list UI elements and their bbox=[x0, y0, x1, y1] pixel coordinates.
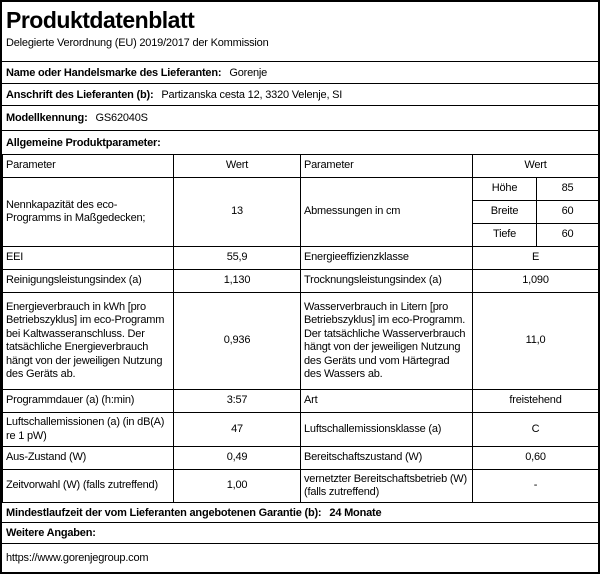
noise-class-param-cell: Luftschallemissionsklasse (a) bbox=[301, 413, 473, 447]
energy-class-param-cell: Energieeffizienzklasse bbox=[301, 247, 473, 270]
supplier-name-value: Gorenje bbox=[229, 66, 268, 79]
more-info-label: Weitere Angaben: bbox=[6, 527, 96, 539]
supplier-name-row bbox=[2, 62, 598, 84]
dimension-height-label: Höhe bbox=[473, 178, 537, 201]
website-link[interactable]: https://www.gorenjegroup.com bbox=[6, 551, 149, 564]
dimension-height-value: 85 bbox=[537, 178, 599, 201]
warranty-row bbox=[2, 503, 598, 523]
header-wert-right: Wert bbox=[473, 155, 599, 178]
website-row bbox=[2, 544, 598, 571]
table-row-off-mode bbox=[3, 447, 599, 470]
regulation-subtitle: Delegierte Verordnung (EU) 2019/2017 der Kommission bbox=[6, 37, 269, 49]
dimension-width-label: Breite bbox=[473, 201, 537, 224]
noise-emissions-param-cell: Luftschallemissionen (a) (in dB(A) re 1 pW) bbox=[3, 413, 174, 447]
table-row-eei bbox=[3, 247, 599, 270]
eei-value-cell: 55,9 bbox=[174, 247, 301, 270]
networked-standby-value-cell: - bbox=[473, 470, 599, 503]
programme-duration-value-cell: 3:57 bbox=[174, 390, 301, 413]
table-row-noise bbox=[3, 413, 599, 447]
dimension-width-value: 60 bbox=[537, 201, 599, 224]
water-consumption-value-cell: 11,0 bbox=[473, 293, 599, 390]
energy-class-value-cell: E bbox=[473, 247, 599, 270]
general-parameters-heading: Allgemeine Produktparameter: bbox=[6, 136, 161, 149]
cleaning-index-param-cell: Reinigungsleistungsindex (a) bbox=[3, 270, 174, 293]
drying-index-value-cell: 1,090 bbox=[473, 270, 599, 293]
programme-duration-param-cell: Programmdauer (a) (h:min) bbox=[3, 390, 174, 413]
noise-emissions-value-cell: 47 bbox=[174, 413, 301, 447]
model-id-row bbox=[2, 106, 598, 131]
table-row-consumption bbox=[3, 293, 599, 390]
general-parameters-heading-row bbox=[2, 131, 598, 154]
title-block bbox=[2, 2, 598, 62]
capacity-value-cell: 13 bbox=[174, 178, 301, 247]
dimensions-param-cell: Abmessungen in cm bbox=[301, 178, 473, 247]
model-id-label: Modellkennung: bbox=[6, 112, 88, 124]
networked-standby-param-cell: vernetzter Bereitschaftsbetrieb (W) (falls zutreffend) bbox=[301, 470, 473, 503]
table-header-row bbox=[3, 155, 599, 178]
model-id-value: GS62040S bbox=[95, 112, 148, 124]
supplier-address-row bbox=[2, 84, 598, 106]
supplier-address-label: Anschrift des Lieferanten (b): bbox=[6, 88, 154, 101]
header-parameter-left: Parameter bbox=[3, 155, 174, 178]
water-consumption-param-cell: Wasserverbrauch in Litern [pro Betriebszyklus] im eco-Programm. Der tatsächliche Wasserverbrauch hängt von der jeweiligen Nutzung des Geräts und vom Härtegrad des Wassers ab. bbox=[301, 293, 473, 390]
table-row-delay-start bbox=[3, 470, 599, 503]
supplier-address-value: Partizanska cesta 12, 3320 Velenje, SI bbox=[161, 88, 343, 101]
delay-start-param-cell: Zeitvorwahl (W) (falls zutreffend) bbox=[3, 470, 174, 503]
more-info-row bbox=[2, 523, 598, 544]
dimension-depth-label: Tiefe bbox=[473, 224, 537, 247]
dimension-depth-value: 60 bbox=[537, 224, 599, 247]
warranty-label: Mindestlaufzeit der vom Lieferanten angebotenen Garantie (b): bbox=[6, 506, 322, 519]
standby-value-cell: 0,60 bbox=[473, 447, 599, 470]
header-parameter-right: Parameter bbox=[301, 155, 473, 178]
eei-param-cell: EEI bbox=[3, 247, 174, 270]
type-param-cell: Art bbox=[301, 390, 473, 413]
page-title: Produktdatenblatt bbox=[6, 7, 195, 33]
product-parameters-table bbox=[2, 154, 599, 503]
off-mode-param-cell: Aus-Zustand (W) bbox=[3, 447, 174, 470]
energy-consumption-value-cell: 0,936 bbox=[174, 293, 301, 390]
table-row-cleaning-index bbox=[3, 270, 599, 293]
energy-consumption-param-cell: Energieverbrauch in kWh [pro Betriebszyklus] im eco-Programm bei Kaltwasseranschluss. Der tatsächliche Energieverbrauch hängt von der jeweiligen Nutzung des Geräts ab. bbox=[3, 293, 174, 390]
supplier-name-label: Name oder Handelsmarke des Lieferanten: bbox=[6, 66, 222, 79]
table-row-capacity-dimensions bbox=[3, 178, 599, 201]
noise-class-value-cell: C bbox=[473, 413, 599, 447]
drying-index-param-cell: Trocknungsleistungsindex (a) bbox=[301, 270, 473, 293]
warranty-value: 24 Monate bbox=[329, 506, 382, 519]
header-wert-left: Wert bbox=[174, 155, 301, 178]
off-mode-value-cell: 0,49 bbox=[174, 447, 301, 470]
standby-param-cell: Bereitschaftszustand (W) bbox=[301, 447, 473, 470]
table-row-duration bbox=[3, 390, 599, 413]
cleaning-index-value-cell: 1,130 bbox=[174, 270, 301, 293]
type-value-cell: freistehend bbox=[473, 390, 599, 413]
delay-start-value-cell: 1,00 bbox=[174, 470, 301, 503]
capacity-param-cell: Nennkapazität des eco-Programms in Maßgedecken; bbox=[3, 178, 174, 247]
